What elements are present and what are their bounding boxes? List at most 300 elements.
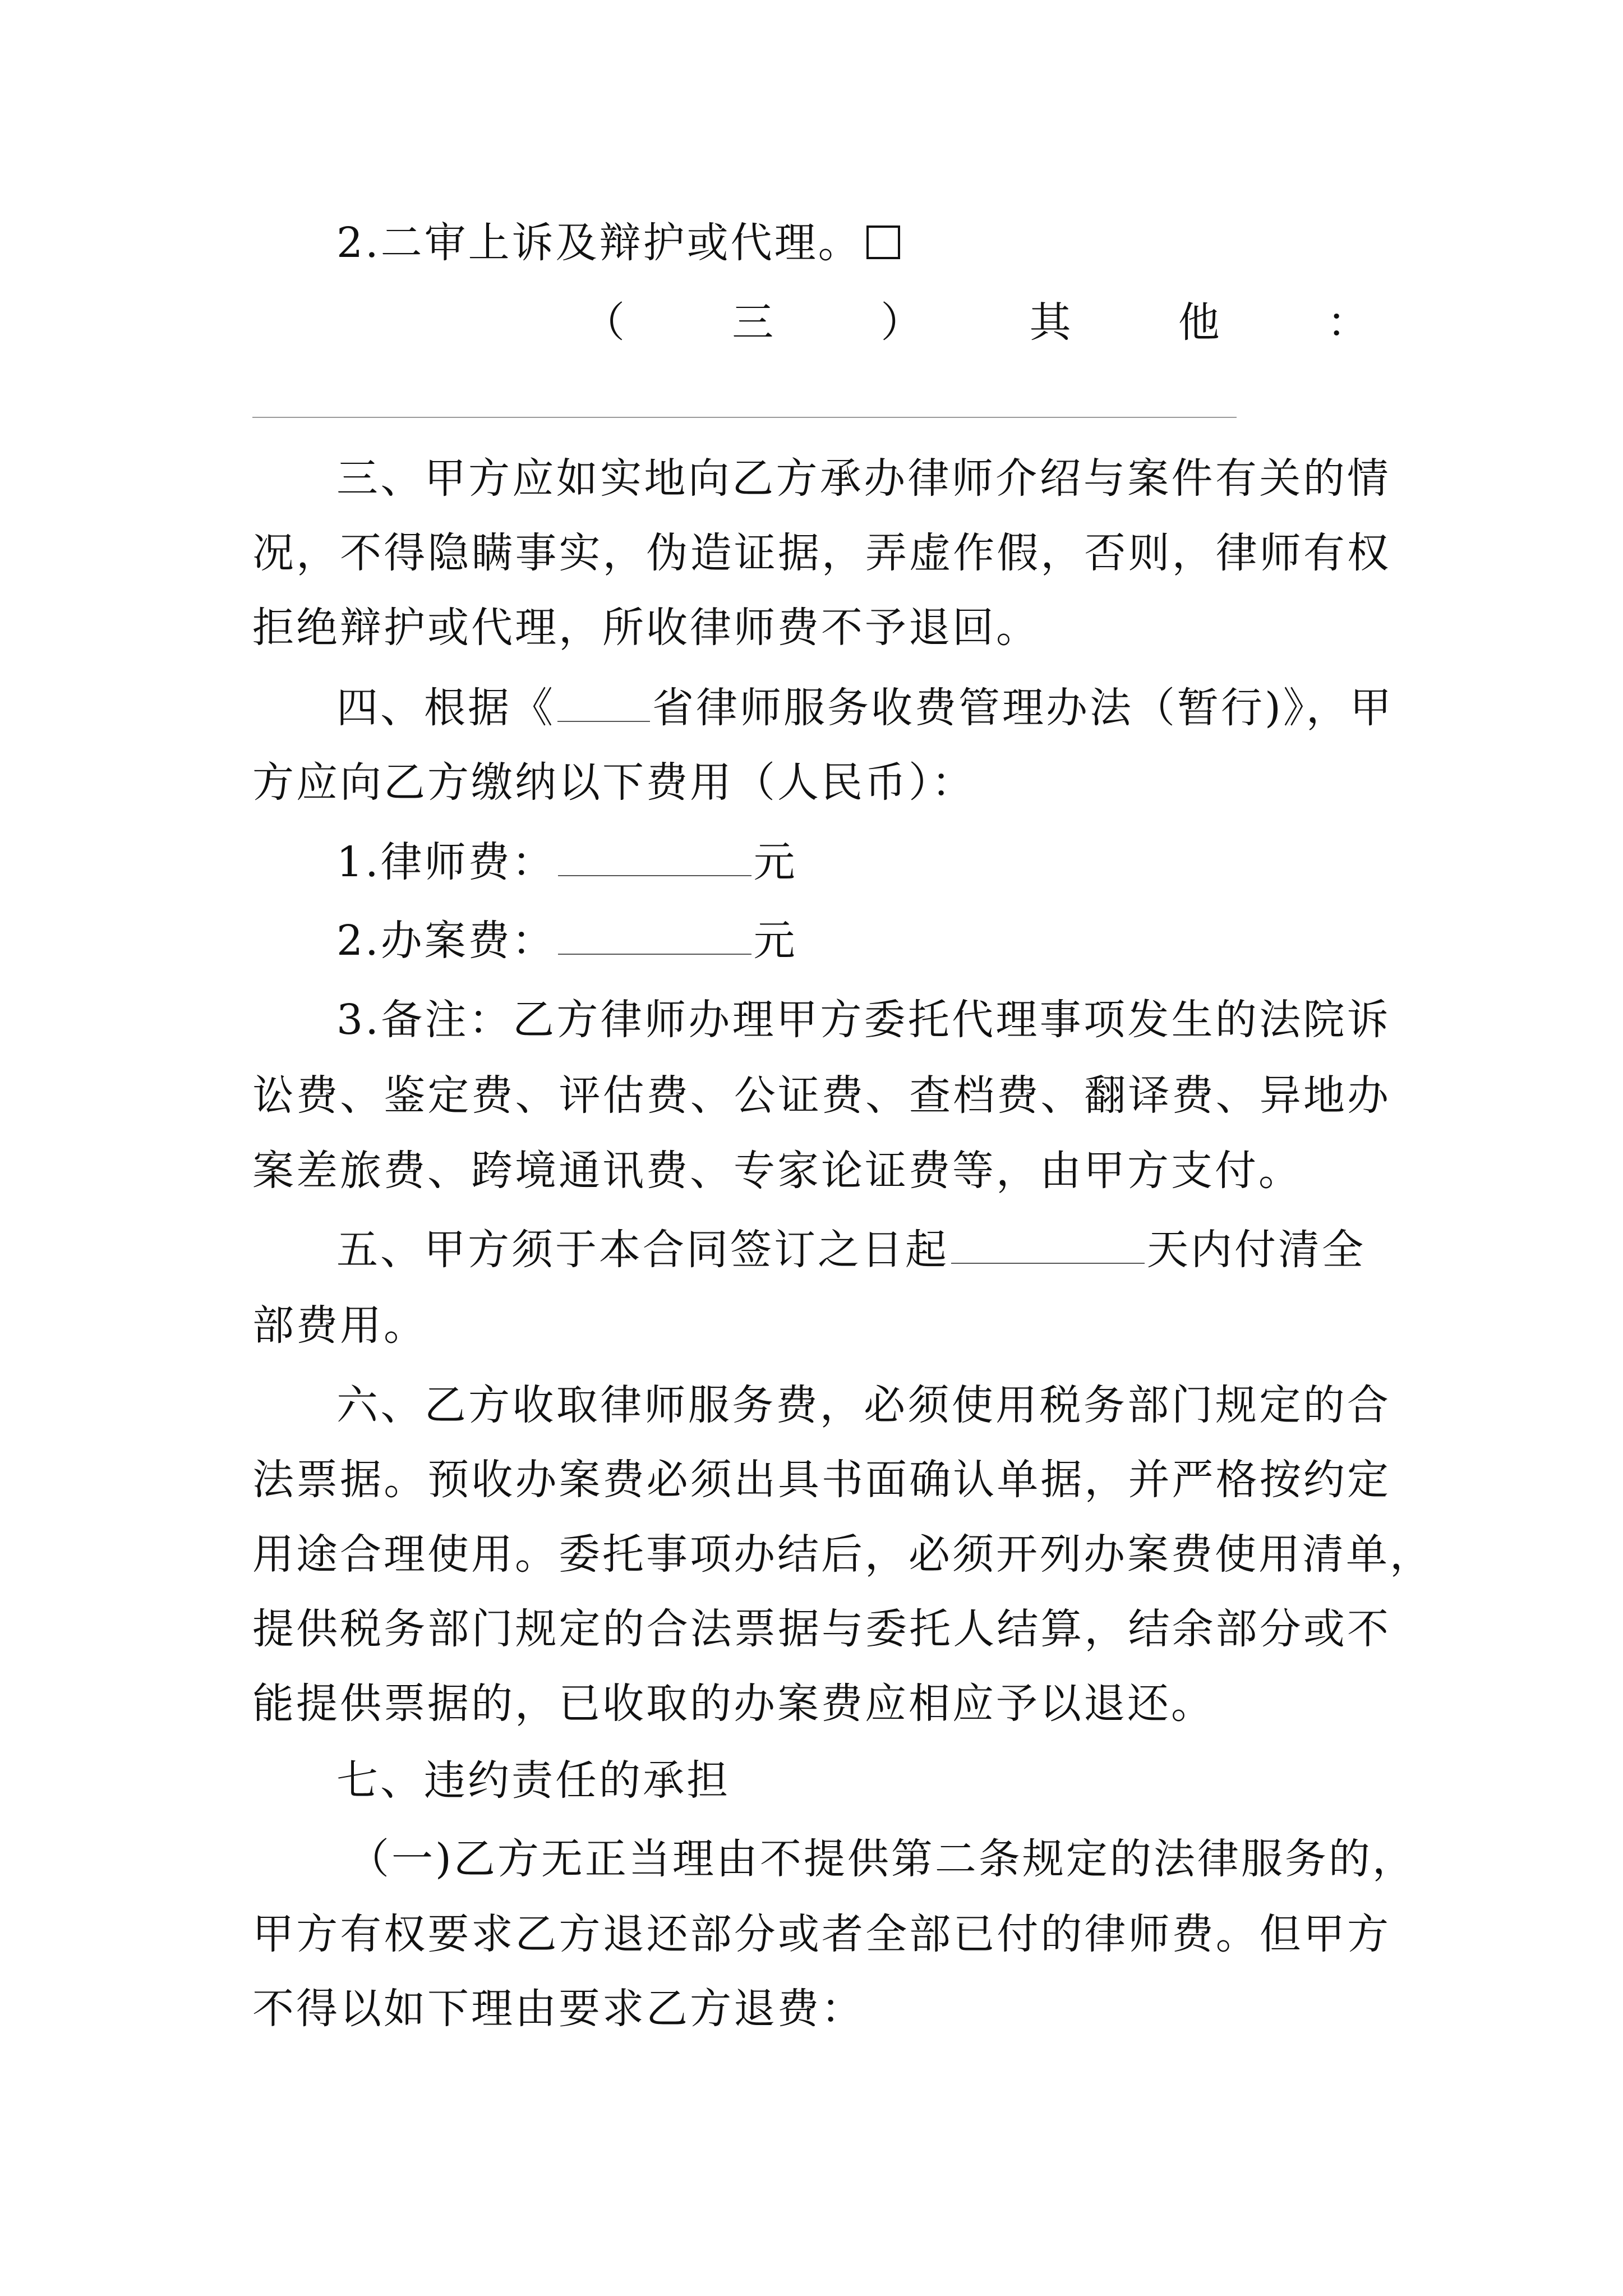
note-text-2-char: 、 bbox=[1040, 1071, 1085, 1120]
para7-1-text-2-char: 全 bbox=[865, 1910, 910, 1958]
note-text-1-char: 甲 bbox=[776, 996, 820, 1044]
fee-case-label: 2.办案费： bbox=[336, 917, 556, 965]
para7-1-text-1-char: ， bbox=[1372, 1835, 1416, 1883]
para6-text-3-char: 后 bbox=[821, 1530, 865, 1579]
para3-text-2-char: 假 bbox=[997, 529, 1041, 577]
para6-text-2-char: 预 bbox=[427, 1456, 472, 1504]
para3-text-2-char: 造 bbox=[690, 529, 734, 577]
para4-text-1b: 省律师服务收费管理办法（暂行)》，甲 bbox=[652, 684, 1394, 732]
note-text-2-char: 档 bbox=[953, 1071, 997, 1120]
para6-text-1-char: 六 bbox=[336, 1381, 380, 1429]
para5-line-1 bbox=[336, 1222, 1391, 1278]
para3-text-1-char: 承 bbox=[819, 454, 864, 503]
note-text-1-char: 方 bbox=[820, 996, 864, 1044]
para3-text-2-char: 权 bbox=[1347, 529, 1391, 577]
note-text-2-char: 费 bbox=[646, 1071, 690, 1120]
para7-1-text-2-char: 费 bbox=[1172, 1910, 1216, 1958]
para7-1-text-2-char: 乙 bbox=[515, 1910, 559, 1958]
note-text-2-char: 、 bbox=[515, 1071, 559, 1120]
para6-text-4-char: 结 bbox=[1128, 1605, 1172, 1653]
note-text-1-char: 发 bbox=[1127, 996, 1172, 1044]
para3-text-2-char: ， bbox=[296, 529, 340, 577]
para3-text-2-char: 据 bbox=[777, 529, 822, 577]
para6-text-3-char: 托 bbox=[602, 1530, 646, 1579]
note-text-1-char: ： bbox=[468, 996, 513, 1044]
province-blank[interactable] bbox=[557, 682, 650, 722]
para4-text-1a: 四、根据《 bbox=[336, 684, 555, 732]
para7-1-text-2-char: 付 bbox=[997, 1910, 1041, 1958]
para7-1-line-2 bbox=[252, 1906, 1391, 1962]
fee-case-blank[interactable] bbox=[558, 914, 751, 955]
para3-text-1-char: 的 bbox=[1303, 454, 1347, 503]
para7-1-text-1-char: 第 bbox=[891, 1835, 935, 1883]
note-text-1-char: 诉 bbox=[1347, 996, 1391, 1044]
note-text-1-char: 的 bbox=[1215, 996, 1259, 1044]
para6-text-2-char: 并 bbox=[1128, 1456, 1172, 1504]
para7-1-text-3: 不得以如下理由要求乙方退费： bbox=[252, 1985, 865, 2033]
para3-text-1-char: 地 bbox=[644, 454, 688, 503]
para6-text-1-char: 须 bbox=[907, 1381, 952, 1429]
para6-text-3-char: 列 bbox=[1040, 1530, 1083, 1579]
para6-text-2-char: 具 bbox=[777, 1456, 822, 1504]
para6-text-4-char: 提 bbox=[252, 1605, 296, 1653]
para7-1-text-1-char: 不 bbox=[759, 1835, 804, 1883]
para3-text-1-char: 办 bbox=[864, 454, 908, 503]
para3-text-2-char: 伪 bbox=[646, 529, 690, 577]
para6-text-1-char: 务 bbox=[732, 1381, 776, 1429]
para3-text-2-char: 师 bbox=[1259, 529, 1303, 577]
para7-1-text-1-char: 理 bbox=[672, 1835, 716, 1883]
note-text-1-char: 理 bbox=[732, 996, 776, 1044]
para6-text-3-char: 必 bbox=[909, 1530, 952, 1579]
para3-text-2-char: 弄 bbox=[865, 529, 910, 577]
note-text-2-char: 费 bbox=[471, 1071, 515, 1120]
para6-text-1-char: ， bbox=[819, 1381, 864, 1429]
para6-text-3-char: 委 bbox=[559, 1530, 602, 1579]
note-text-2-char: 费 bbox=[822, 1071, 866, 1120]
para7-1-line-1 bbox=[348, 1831, 1416, 1887]
note-text-2-char: 、 bbox=[340, 1071, 384, 1120]
note-text-1-char: 律 bbox=[600, 996, 644, 1044]
para3-line-3 bbox=[252, 600, 1391, 656]
other-char-3: ） bbox=[880, 298, 923, 347]
para6-text-1-char: 必 bbox=[864, 1381, 908, 1429]
item-appeal-text: 2.二审上诉及辩护或代理。 bbox=[336, 219, 862, 267]
para6-text-2-char: 面 bbox=[865, 1456, 910, 1504]
para3-text-1-char: 有 bbox=[1215, 454, 1259, 503]
para6-text-1-char: 、 bbox=[380, 1381, 425, 1429]
para6-text-4-char: 据 bbox=[777, 1605, 822, 1653]
para7-1-text-1-char: 法 bbox=[1153, 1835, 1197, 1883]
para6-text-4-char: 余 bbox=[1172, 1605, 1216, 1653]
para5-text-2: 部费用。 bbox=[252, 1301, 427, 1350]
note-text-2-char: 估 bbox=[602, 1071, 647, 1120]
para6-text-1-char: 乙 bbox=[424, 1381, 468, 1429]
para6-text-2-char: 定 bbox=[1347, 1456, 1391, 1504]
note-text-2-char: 、 bbox=[865, 1071, 910, 1120]
para7-1-text-2-char: 已 bbox=[953, 1910, 997, 1958]
para3-text-2-char: 隐 bbox=[427, 529, 472, 577]
note-text-1-char: 注 bbox=[425, 996, 469, 1044]
note-text-2-char: 、 bbox=[690, 1071, 734, 1120]
para3-text-2-char: 律 bbox=[1215, 529, 1260, 577]
para6-text-3-char: 用 bbox=[471, 1530, 515, 1579]
para7-1-text-2-char: 方 bbox=[296, 1910, 340, 1958]
para6-text-3-char: 清 bbox=[1302, 1530, 1346, 1579]
para6-text-3-char: 办 bbox=[1083, 1530, 1127, 1579]
para7-1-text-2-char: 。 bbox=[1215, 1910, 1260, 1958]
para7-1-text-1-char: 定 bbox=[1066, 1835, 1110, 1883]
para6-text-3-char: 开 bbox=[996, 1530, 1040, 1579]
para3-text-2-char: 事 bbox=[515, 529, 559, 577]
para3-text-1-char: 乙 bbox=[732, 454, 776, 503]
para6-text-2-char: 票 bbox=[296, 1456, 340, 1504]
other-char-4: 其 bbox=[1029, 298, 1071, 347]
note-text-1-char: 法 bbox=[1259, 996, 1303, 1044]
para6-text-2-char: 案 bbox=[559, 1456, 603, 1504]
note-text-2-char: 、 bbox=[1215, 1071, 1260, 1120]
note-text-2-char: 鉴 bbox=[384, 1071, 428, 1120]
section-other-heading bbox=[583, 295, 1368, 351]
para6-text-1-char: 用 bbox=[995, 1381, 1040, 1429]
para3-text-1-char: 、 bbox=[380, 454, 425, 503]
para6-text-4-char: 定 bbox=[559, 1605, 603, 1653]
para7-1-text-1-char: 一 bbox=[391, 1835, 435, 1883]
para3-text-2-char: ， bbox=[1172, 529, 1216, 577]
para6-text-4-char: 务 bbox=[384, 1605, 428, 1653]
fee-case-unit: 元 bbox=[753, 917, 797, 965]
note-text-1-char: 事 bbox=[1039, 996, 1083, 1044]
checkbox-appeal[interactable] bbox=[866, 226, 900, 259]
para6-text-4-char: 算 bbox=[1040, 1605, 1085, 1653]
para5-text-1a: 五、甲方须于本合同签订之日起 bbox=[336, 1226, 949, 1274]
para6-text-4-char: 委 bbox=[865, 1605, 910, 1653]
note-line-3 bbox=[252, 1143, 1391, 1199]
para5-line-2 bbox=[252, 1297, 1391, 1354]
para3-text-1-char: 三 bbox=[336, 454, 380, 503]
para6-text-2-char: 据 bbox=[1040, 1456, 1085, 1504]
para6-text-2-char: 必 bbox=[646, 1456, 690, 1504]
para6-text-1-char: 门 bbox=[1171, 1381, 1215, 1429]
para3-text-1-char: 实 bbox=[600, 454, 644, 503]
para3-text-1-char: 师 bbox=[951, 454, 995, 503]
para7-1-text-2-char: 但 bbox=[1259, 1910, 1303, 1958]
para6-text-2-char: 书 bbox=[822, 1456, 866, 1504]
para6-text-4-char: 人 bbox=[953, 1605, 997, 1653]
para3-text-1-char: 件 bbox=[1171, 454, 1215, 503]
para7-1-text-2-char: 权 bbox=[384, 1910, 428, 1958]
note-text-1-char: 办 bbox=[688, 996, 732, 1044]
para6-text-1-char: 收 bbox=[512, 1381, 556, 1429]
para6-text-4-char: 部 bbox=[1215, 1605, 1260, 1653]
para6-text-4-char: 供 bbox=[296, 1605, 340, 1653]
para6-text-4-char: 托 bbox=[909, 1605, 953, 1653]
para3-line-2 bbox=[252, 525, 1391, 581]
para6-text-3-char: 用 bbox=[252, 1530, 296, 1579]
para7-1-text-1-char: 律 bbox=[1197, 1835, 1241, 1883]
para7-1-text-1-char: 当 bbox=[628, 1835, 672, 1883]
para3-text-1-char: 如 bbox=[556, 454, 600, 503]
para3-text-1-char: 律 bbox=[907, 454, 952, 503]
note-line-2 bbox=[252, 1068, 1391, 1124]
para6-text-3-char: ， bbox=[1390, 1530, 1433, 1579]
para6-text-3-char: 理 bbox=[384, 1530, 427, 1579]
note-text-2-char: 费 bbox=[997, 1071, 1041, 1120]
note-text-1-char: 项 bbox=[1083, 996, 1127, 1044]
para6-text-3-char: 费 bbox=[1171, 1530, 1215, 1579]
para3-text-1-char: 方 bbox=[776, 454, 820, 503]
para7-title bbox=[336, 1752, 1391, 1809]
para6-text-2-char: 须 bbox=[690, 1456, 734, 1504]
note-text-2-char: 费 bbox=[296, 1071, 340, 1120]
para3-text-1-char: 应 bbox=[512, 454, 556, 503]
fee-lawyer-unit: 元 bbox=[753, 838, 797, 886]
fee-lawyer-blank[interactable] bbox=[558, 836, 751, 876]
note-text-2-char: 公 bbox=[734, 1071, 778, 1120]
para6-text-4-char: 结 bbox=[997, 1605, 1041, 1653]
para6-text-1-char: 的 bbox=[1303, 1381, 1347, 1429]
para6-text-4-char: 法 bbox=[690, 1605, 734, 1653]
note-text-1-char: 委 bbox=[864, 996, 908, 1044]
para6-text-1-char: 费 bbox=[776, 1381, 820, 1429]
para7-title-text: 七、违约责任的承担 bbox=[336, 1756, 730, 1805]
para6-text-4-char: 票 bbox=[734, 1605, 778, 1653]
other-fill-line[interactable] bbox=[252, 417, 1237, 418]
para7-1-text-2-char: 还 bbox=[646, 1910, 690, 1958]
para6-text-2-char: 费 bbox=[602, 1456, 647, 1504]
para6-text-1-char: 合 bbox=[1347, 1381, 1391, 1429]
para3-text-2-char: 况 bbox=[252, 529, 296, 577]
para7-1-text-2-char: 方 bbox=[559, 1910, 603, 1958]
para7-1-text-1-char: ) bbox=[435, 1835, 454, 1883]
para7-1-text-2-char: 求 bbox=[471, 1910, 515, 1958]
para3-text-1-char: 情 bbox=[1347, 454, 1391, 503]
para7-1-text-1-char: 无 bbox=[541, 1835, 585, 1883]
para3-text-3: 拒绝辩护或代理，所收律师费不予退回。 bbox=[252, 604, 1040, 652]
para7-1-text-2-char: 或 bbox=[777, 1910, 822, 1958]
note-line-1 bbox=[336, 992, 1391, 1048]
days-blank[interactable] bbox=[951, 1223, 1145, 1264]
para7-1-text-2-char: 的 bbox=[1040, 1910, 1085, 1958]
fee-lawyer bbox=[336, 834, 1391, 890]
para6-text-2-char: 据 bbox=[340, 1456, 384, 1504]
para6-text-4-char: ， bbox=[1084, 1605, 1128, 1653]
para6-text-1-char: 律 bbox=[600, 1381, 644, 1429]
para6-text-2-char: 收 bbox=[471, 1456, 515, 1504]
para6-text-3-char: 项 bbox=[690, 1530, 734, 1579]
para7-1-text-1-char: （ bbox=[348, 1835, 391, 1883]
para6-text-3-char: 使 bbox=[427, 1530, 471, 1579]
note-text-2-char: 译 bbox=[1128, 1071, 1172, 1120]
para3-text-2-char: 不 bbox=[340, 529, 384, 577]
note-text-1-char: 代 bbox=[952, 996, 996, 1044]
para4-text-2: 方应向乙方缴纳以下费用（人民币）： bbox=[252, 758, 975, 807]
para6-text-1-char: 税 bbox=[1039, 1381, 1083, 1429]
para7-1-text-2-char: 分 bbox=[734, 1910, 778, 1958]
para6-line-3 bbox=[252, 1526, 1433, 1582]
para7-1-text-1-char: 规 bbox=[1022, 1835, 1066, 1883]
para6-line-5 bbox=[252, 1676, 1391, 1732]
para3-text-1-char: 介 bbox=[995, 454, 1040, 503]
note-text-2-char: 评 bbox=[559, 1071, 603, 1120]
para6-text-3-char: 单 bbox=[1346, 1530, 1390, 1579]
para7-1-text-2-char: 师 bbox=[1128, 1910, 1172, 1958]
para7-1-text-2-char: 甲 bbox=[252, 1910, 296, 1958]
para7-1-text-2-char: 有 bbox=[340, 1910, 384, 1958]
para6-text-1-char: 定 bbox=[1259, 1381, 1303, 1429]
para6-line-1 bbox=[336, 1377, 1391, 1433]
para4-line-2 bbox=[252, 754, 1391, 811]
para6-text-2-char: 按 bbox=[1259, 1456, 1303, 1504]
para7-1-text-2-char: 甲 bbox=[1303, 1910, 1347, 1958]
item-appeal bbox=[336, 215, 1391, 271]
note-text-2-char: 费 bbox=[1172, 1071, 1216, 1120]
para6-text-1-char: 规 bbox=[1215, 1381, 1259, 1429]
para5-text-1b: 天内付清全 bbox=[1147, 1226, 1366, 1274]
para6-text-5: 能提供票据的，已收取的办案费应相应予以退还。 bbox=[252, 1680, 1215, 1728]
para3-text-1-char: 案 bbox=[1127, 454, 1172, 503]
para6-text-1-char: 服 bbox=[688, 1381, 732, 1429]
note-text-1-char: 理 bbox=[995, 996, 1040, 1044]
para3-text-2-char: 证 bbox=[734, 529, 778, 577]
para6-text-4-char: 或 bbox=[1303, 1605, 1347, 1653]
para6-text-2-char: 严 bbox=[1172, 1456, 1216, 1504]
para7-1-text-2-char: 部 bbox=[690, 1910, 734, 1958]
para6-text-4-char: 门 bbox=[471, 1605, 515, 1653]
para7-1-text-1-char: 条 bbox=[978, 1835, 1022, 1883]
para3-text-2-char: 实 bbox=[559, 529, 603, 577]
para6-text-4-char: 部 bbox=[427, 1605, 472, 1653]
para7-1-text-2-char: 部 bbox=[909, 1910, 953, 1958]
para6-text-4-char: 规 bbox=[515, 1605, 559, 1653]
para7-1-text-1-char: 务 bbox=[1284, 1835, 1329, 1883]
para6-text-2-char: 单 bbox=[997, 1456, 1041, 1504]
note-text-1-char: 生 bbox=[1171, 996, 1215, 1044]
note-text-1-char: 3 bbox=[336, 996, 366, 1044]
para3-text-2-char: 则 bbox=[1128, 529, 1172, 577]
para3-text-1-char: 方 bbox=[468, 454, 513, 503]
para3-text-2-char: 瞒 bbox=[471, 529, 515, 577]
para6-text-3-char: 合 bbox=[340, 1530, 384, 1579]
para3-text-1-char: 绍 bbox=[1039, 454, 1083, 503]
note-text-1-char: 方 bbox=[556, 996, 601, 1044]
para7-1-text-2-char: 方 bbox=[1347, 1910, 1391, 1958]
para6-text-4-char: 不 bbox=[1347, 1605, 1391, 1653]
para7-1-text-1-char: 乙 bbox=[453, 1835, 497, 1883]
para6-text-4-char: 的 bbox=[602, 1605, 647, 1653]
para6-text-1-char: 部 bbox=[1127, 1381, 1172, 1429]
other-char-6: ： bbox=[1326, 298, 1368, 347]
para3-text-2-char: ， bbox=[602, 529, 647, 577]
para6-text-3-char: 结 bbox=[777, 1530, 821, 1579]
para7-1-text-2-char: 律 bbox=[1084, 1910, 1128, 1958]
para7-1-line-3 bbox=[252, 1981, 1391, 2037]
para3-text-1-char: 向 bbox=[688, 454, 732, 503]
para6-text-1-char: 方 bbox=[468, 1381, 513, 1429]
note-text-2-char: 异 bbox=[1259, 1071, 1303, 1120]
note-text-1-char: 院 bbox=[1303, 996, 1347, 1044]
note-text-1-char: 托 bbox=[907, 996, 952, 1044]
para7-1-text-1-char: 方 bbox=[497, 1835, 541, 1883]
other-char-2: 三 bbox=[732, 298, 774, 347]
para6-text-2-char: 约 bbox=[1303, 1456, 1347, 1504]
para7-1-text-1-char: 提 bbox=[803, 1835, 847, 1883]
para7-1-text-1-char: 服 bbox=[1241, 1835, 1285, 1883]
para6-line-2 bbox=[252, 1452, 1391, 1508]
para6-text-3-char: 案 bbox=[1127, 1530, 1171, 1579]
para3-text-2-char: 虚 bbox=[909, 529, 953, 577]
para4-line-1 bbox=[336, 680, 1394, 736]
note-text-1-char: . bbox=[365, 996, 381, 1044]
para7-1-text-2-char: 要 bbox=[427, 1910, 472, 1958]
para7-1-text-1-char: 的 bbox=[1328, 1835, 1372, 1883]
para6-text-4-char: 与 bbox=[822, 1605, 866, 1653]
para6-text-3-char: 使 bbox=[1215, 1530, 1258, 1579]
para6-text-3-char: 事 bbox=[646, 1530, 690, 1579]
note-text-1-char: 师 bbox=[644, 996, 688, 1044]
para6-text-2-char: 认 bbox=[953, 1456, 997, 1504]
note-text-2-char: 定 bbox=[427, 1071, 472, 1120]
other-char-1: （ bbox=[583, 298, 625, 347]
para7-1-text-1-char: 由 bbox=[716, 1835, 760, 1883]
para6-text-3-char: ， bbox=[865, 1530, 909, 1579]
note-text-2-char: 查 bbox=[909, 1071, 953, 1120]
fee-case bbox=[336, 913, 1391, 969]
note-text-1-char: 乙 bbox=[513, 996, 557, 1044]
note-text-2-char: 地 bbox=[1303, 1071, 1347, 1120]
para6-text-1-char: 取 bbox=[556, 1381, 600, 1429]
para6-text-1-char: 使 bbox=[951, 1381, 995, 1429]
para7-1-text-1-char: 正 bbox=[584, 1835, 629, 1883]
para3-text-2-char: ， bbox=[1040, 529, 1085, 577]
para3-line-1 bbox=[336, 450, 1391, 507]
para6-text-2-char: 。 bbox=[384, 1456, 428, 1504]
para6-text-3-char: 办 bbox=[734, 1530, 777, 1579]
para6-text-2-char: 格 bbox=[1215, 1456, 1260, 1504]
note-text-2-char: 翻 bbox=[1084, 1071, 1128, 1120]
para6-text-3-char: 须 bbox=[952, 1530, 996, 1579]
para6-text-2-char: 确 bbox=[909, 1456, 953, 1504]
para6-text-3-char: 途 bbox=[296, 1530, 340, 1579]
para6-text-2-char: 法 bbox=[252, 1456, 296, 1504]
para6-text-1-char: 务 bbox=[1083, 1381, 1127, 1429]
para6-text-4-char: 合 bbox=[646, 1605, 690, 1653]
para7-1-text-1-char: 供 bbox=[847, 1835, 891, 1883]
para6-text-2-char: ， bbox=[1084, 1456, 1128, 1504]
para6-text-3-char: 用 bbox=[1258, 1530, 1302, 1579]
para3-text-2-char: 作 bbox=[953, 529, 997, 577]
para3-text-1-char: 关 bbox=[1259, 454, 1303, 503]
para6-text-2-char: 出 bbox=[734, 1456, 778, 1504]
para6-text-4-char: 分 bbox=[1259, 1605, 1303, 1653]
note-text-2-char: 讼 bbox=[252, 1071, 296, 1120]
note-text-2-char: 证 bbox=[777, 1071, 822, 1120]
para6-text-3-char: 。 bbox=[515, 1530, 559, 1579]
note-text-3: 案差旅费、跨境通讯费、专家论证费等，由甲方支付。 bbox=[252, 1147, 1302, 1195]
para6-line-4 bbox=[252, 1601, 1391, 1657]
para3-text-2-char: 有 bbox=[1303, 529, 1347, 577]
note-text-1-char: 备 bbox=[381, 996, 425, 1044]
para3-text-2-char: ， bbox=[822, 529, 866, 577]
para7-1-text-2-char: 者 bbox=[822, 1910, 866, 1958]
para6-text-2-char: 办 bbox=[515, 1456, 559, 1504]
para3-text-2-char: 得 bbox=[384, 529, 428, 577]
note-text-2-char: 办 bbox=[1347, 1071, 1391, 1120]
para7-1-text-1-char: 二 bbox=[934, 1835, 979, 1883]
fee-lawyer-label: 1.律师费： bbox=[336, 838, 556, 886]
para6-text-1-char: 师 bbox=[644, 1381, 688, 1429]
other-char-5: 他 bbox=[1178, 298, 1220, 347]
